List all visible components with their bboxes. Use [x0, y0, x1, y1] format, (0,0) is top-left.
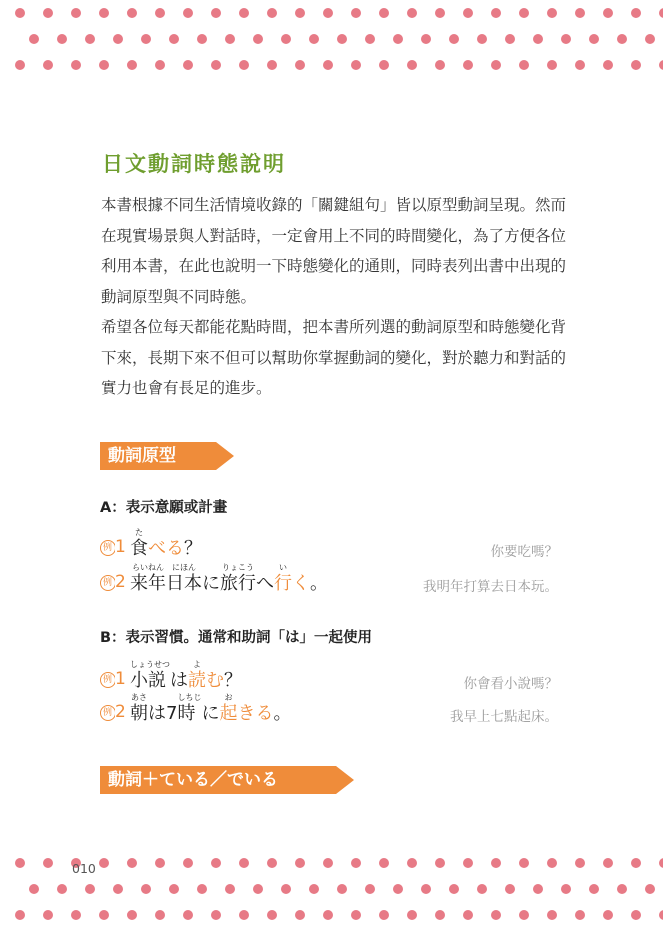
decor-dot	[57, 34, 67, 44]
decor-dot	[603, 858, 613, 868]
decor-dot	[197, 884, 207, 894]
decor-dot	[351, 910, 361, 920]
page-title: 日文動詞時態說明	[102, 152, 286, 176]
furigana	[170, 660, 188, 670]
word-segment	[220, 563, 256, 595]
example-translation: 你會看小說嗎？	[463, 676, 558, 692]
decor-dot	[211, 8, 221, 18]
decor-dot	[253, 884, 263, 894]
decor-dot	[435, 8, 445, 18]
decor-dot	[477, 34, 487, 44]
decor-dot	[533, 34, 543, 44]
section-banner-verb-base: 動詞原型	[100, 442, 216, 470]
decor-dot	[295, 8, 305, 18]
furigana	[310, 563, 328, 573]
word-segment	[148, 693, 166, 725]
furigana	[148, 528, 184, 538]
word-segment	[130, 693, 148, 725]
dot-row	[0, 876, 663, 902]
decor-dot	[603, 910, 613, 920]
decor-dot	[29, 34, 39, 44]
decor-dot	[589, 884, 599, 894]
decor-dot	[337, 34, 347, 44]
decor-dot	[547, 8, 557, 18]
decor-dot	[239, 858, 249, 868]
example-translation: 我明年打算去日本玩。	[423, 579, 558, 595]
group-heading-a: A：表示意願或計畫	[100, 500, 228, 516]
decor-dot	[533, 884, 543, 894]
decor-dot	[491, 60, 501, 70]
decor-dot	[127, 858, 137, 868]
decor-dot	[309, 884, 319, 894]
decor-dot	[631, 910, 641, 920]
dot-row	[0, 52, 663, 78]
word-segment	[202, 563, 220, 595]
word-base: ？	[184, 538, 202, 559]
word-base: 。	[273, 703, 292, 724]
decor-dot	[15, 910, 25, 920]
decor-dot	[379, 8, 389, 18]
decor-dot	[43, 910, 53, 920]
word-segment	[130, 528, 148, 560]
word-base: べる	[148, 538, 184, 559]
word-base: 小説	[130, 670, 166, 691]
word-base: 食	[130, 538, 148, 559]
decor-dot	[645, 34, 655, 44]
word-base: 旅行	[220, 573, 256, 594]
decor-dot	[225, 884, 235, 894]
decor-dot	[71, 8, 81, 18]
decor-dot	[589, 34, 599, 44]
decor-dot	[169, 884, 179, 894]
example-japanese	[130, 660, 242, 692]
decor-dot	[575, 60, 585, 70]
decor-dot	[281, 884, 291, 894]
decor-dot	[141, 884, 151, 894]
decor-dot	[267, 910, 277, 920]
decor-dot	[393, 884, 403, 894]
decor-dot	[575, 858, 585, 868]
word-segment	[188, 660, 206, 692]
example-japanese	[130, 528, 202, 560]
furigana	[256, 563, 274, 573]
word-base: 読	[188, 670, 206, 691]
decor-dot	[85, 884, 95, 894]
word-segment	[256, 563, 274, 595]
decor-dot	[183, 858, 193, 868]
decor-dot	[603, 8, 613, 18]
decor-dot	[183, 60, 193, 70]
word-segment	[206, 660, 224, 692]
intro-text	[101, 190, 576, 404]
word-base: に	[201, 703, 220, 724]
word-base: は	[170, 670, 188, 691]
example-badge: 例	[100, 575, 116, 591]
decor-dot	[365, 884, 375, 894]
decor-dot	[351, 8, 361, 18]
example-badge: 例	[100, 540, 116, 556]
word-base: む	[206, 670, 224, 691]
decor-dot	[435, 858, 445, 868]
decor-dot	[113, 34, 123, 44]
decor-dot	[463, 910, 473, 920]
word-base: きる	[237, 703, 274, 724]
example-badge: 例	[100, 672, 116, 688]
decor-dot	[365, 34, 375, 44]
word-base: く	[292, 573, 310, 594]
decor-dot	[659, 60, 663, 70]
decor-dot	[351, 858, 361, 868]
word-base: 時	[177, 703, 196, 724]
decor-dot	[561, 34, 571, 44]
furigana: しちじ	[177, 693, 202, 702]
word-segment	[292, 563, 310, 595]
decor-dot	[491, 858, 501, 868]
word-base: 7	[166, 703, 178, 724]
decor-dot	[239, 60, 249, 70]
decor-dot	[407, 910, 417, 920]
decor-dot	[211, 910, 221, 920]
decor-dot	[379, 910, 389, 920]
word-base: へ	[256, 573, 274, 594]
decor-dot	[561, 884, 571, 894]
decor-dot	[575, 910, 585, 920]
decor-dot	[323, 60, 333, 70]
decor-dot	[15, 60, 25, 70]
decor-dot	[43, 8, 53, 18]
decor-dot	[575, 8, 585, 18]
decor-dot	[617, 884, 627, 894]
word-segment	[310, 563, 328, 595]
decor-dot	[491, 8, 501, 18]
example-row	[100, 526, 558, 560]
decor-dot	[183, 8, 193, 18]
furigana: た	[135, 528, 143, 537]
example-japanese	[130, 693, 291, 725]
decor-dot	[127, 8, 137, 18]
decor-dot	[183, 910, 193, 920]
furigana: よ	[193, 660, 201, 669]
decor-dot	[323, 8, 333, 18]
decor-dot	[267, 60, 277, 70]
decor-dot	[631, 8, 641, 18]
word-segment	[148, 528, 184, 560]
word-base: 朝	[130, 703, 148, 724]
word-segment	[177, 693, 201, 725]
word-segment	[170, 660, 188, 692]
decor-dot	[155, 60, 165, 70]
word-segment	[130, 660, 170, 692]
furigana	[184, 528, 202, 538]
decor-dot	[15, 858, 25, 868]
furigana	[237, 693, 273, 703]
decor-dot	[407, 8, 417, 18]
intro-paragraph-2: 希望各位每天都能花點時間，把本書所列選的動詞原型和時態變化背下來，長期下來不但可以幫助你掌握動詞的變化，對於聽力和對話的實力也會有長足的進步。	[101, 318, 567, 397]
decor-dot	[659, 858, 663, 868]
decor-dot	[519, 858, 529, 868]
word-segment	[219, 693, 237, 725]
decor-dot	[57, 884, 67, 894]
decor-dot	[99, 910, 109, 920]
decor-dot	[379, 858, 389, 868]
decor-dot	[239, 910, 249, 920]
decor-dot	[645, 884, 655, 894]
word-segment	[166, 693, 177, 725]
decor-dot	[603, 60, 613, 70]
decor-dot	[631, 858, 641, 868]
decor-dot	[337, 884, 347, 894]
word-segment	[237, 693, 273, 725]
furigana: あさ	[131, 693, 147, 702]
decor-dot	[113, 884, 123, 894]
decor-dot	[379, 60, 389, 70]
furigana: い	[279, 563, 287, 572]
intro-paragraph-1: 本書根據不同生活情境收錄的「關鍵組句」皆以原型動詞呈現。然而在現實場景與人對話時，一定會用上不同的時間變化，為了方便各位利用本書，在此也說明一下時態變化的通則，同時表列出書中出現的動詞原型與不同時態。	[101, 196, 567, 306]
word-segment	[274, 563, 292, 595]
furigana	[166, 693, 177, 703]
decor-dot	[421, 884, 431, 894]
example-badge: 例	[100, 705, 116, 721]
furigana: しょうせつ	[130, 660, 170, 669]
decor-dot	[85, 34, 95, 44]
decor-dot	[295, 60, 305, 70]
decor-dot	[99, 858, 109, 868]
decor-dot	[253, 34, 263, 44]
decor-dot	[239, 8, 249, 18]
decor-dot	[71, 60, 81, 70]
decor-dot	[197, 34, 207, 44]
example-number: 2	[115, 572, 126, 592]
decor-dot	[491, 910, 501, 920]
decor-dot	[211, 858, 221, 868]
decor-dot	[659, 910, 663, 920]
decor-dot	[617, 34, 627, 44]
example-row	[100, 691, 558, 725]
furigana	[224, 660, 242, 670]
decor-dot	[547, 910, 557, 920]
bottom-dot-border	[0, 850, 663, 928]
word-base: 行	[274, 573, 292, 594]
decor-dot	[547, 60, 557, 70]
decor-dot	[281, 34, 291, 44]
dot-row	[0, 26, 663, 52]
decor-dot	[505, 34, 515, 44]
section-banner-verb-teiru: 動詞＋ている／でいる	[100, 766, 336, 794]
word-base: 来年	[130, 573, 166, 594]
decor-dot	[169, 34, 179, 44]
decor-dot	[99, 8, 109, 18]
decor-dot	[323, 858, 333, 868]
decor-dot	[155, 910, 165, 920]
decor-dot	[127, 910, 137, 920]
word-base: 。	[310, 573, 328, 594]
furigana: りょこう	[222, 563, 254, 572]
decor-dot	[463, 858, 473, 868]
decor-dot	[309, 34, 319, 44]
page-number: 010	[72, 861, 96, 876]
furigana	[273, 693, 291, 703]
word-base: 日本	[166, 573, 202, 594]
decor-dot	[351, 60, 361, 70]
decor-dot	[449, 34, 459, 44]
dot-row	[0, 0, 663, 26]
decor-dot	[323, 910, 333, 920]
decor-dot	[631, 60, 641, 70]
decor-dot	[519, 60, 529, 70]
decor-dot	[225, 34, 235, 44]
decor-dot	[127, 60, 137, 70]
word-segment	[184, 528, 202, 560]
decor-dot	[155, 8, 165, 18]
decor-dot	[211, 60, 221, 70]
decor-dot	[519, 910, 529, 920]
dot-row	[0, 902, 663, 928]
word-segment	[201, 693, 219, 725]
decor-dot	[295, 910, 305, 920]
example-row	[100, 561, 558, 595]
furigana	[201, 693, 219, 703]
word-segment	[130, 563, 166, 595]
top-dot-border	[0, 0, 663, 78]
decor-dot	[435, 910, 445, 920]
decor-dot	[295, 858, 305, 868]
word-segment	[224, 660, 242, 692]
dot-row	[0, 850, 663, 876]
word-segment	[273, 693, 291, 725]
furigana: にほん	[172, 563, 196, 572]
decor-dot	[29, 884, 39, 894]
example-number: 2	[115, 702, 126, 722]
example-number: 1	[115, 669, 126, 689]
decor-dot	[407, 858, 417, 868]
furigana	[206, 660, 224, 670]
decor-dot	[547, 858, 557, 868]
decor-dot	[449, 884, 459, 894]
word-base: は	[148, 703, 166, 724]
decor-dot	[659, 8, 663, 18]
decor-dot	[141, 34, 151, 44]
decor-dot	[463, 8, 473, 18]
furigana	[148, 693, 166, 703]
decor-dot	[519, 8, 529, 18]
decor-dot	[407, 60, 417, 70]
example-translation: 你要吃嗎？	[490, 544, 558, 560]
furigana: お	[224, 693, 233, 702]
example-row	[100, 658, 558, 692]
furigana	[292, 563, 310, 573]
decor-dot	[43, 60, 53, 70]
decor-dot	[477, 884, 487, 894]
word-segment	[166, 563, 202, 595]
word-base: に	[202, 573, 220, 594]
decor-dot	[435, 60, 445, 70]
furigana: らいねん	[132, 563, 164, 572]
decor-dot	[393, 34, 403, 44]
word-base: 起	[219, 703, 238, 724]
group-heading-b: B：表示習慣。通常和助詞「は」一起使用	[100, 630, 373, 646]
example-japanese	[130, 563, 328, 595]
decor-dot	[15, 8, 25, 18]
furigana	[202, 563, 220, 573]
example-translation: 我早上七點起床。	[450, 709, 558, 725]
decor-dot	[463, 60, 473, 70]
decor-dot	[99, 60, 109, 70]
decor-dot	[505, 884, 515, 894]
decor-dot	[267, 858, 277, 868]
decor-dot	[155, 858, 165, 868]
decor-dot	[71, 910, 81, 920]
decor-dot	[421, 34, 431, 44]
word-base: ？	[224, 670, 242, 691]
example-number: 1	[115, 537, 126, 557]
decor-dot	[267, 8, 277, 18]
decor-dot	[43, 858, 53, 868]
